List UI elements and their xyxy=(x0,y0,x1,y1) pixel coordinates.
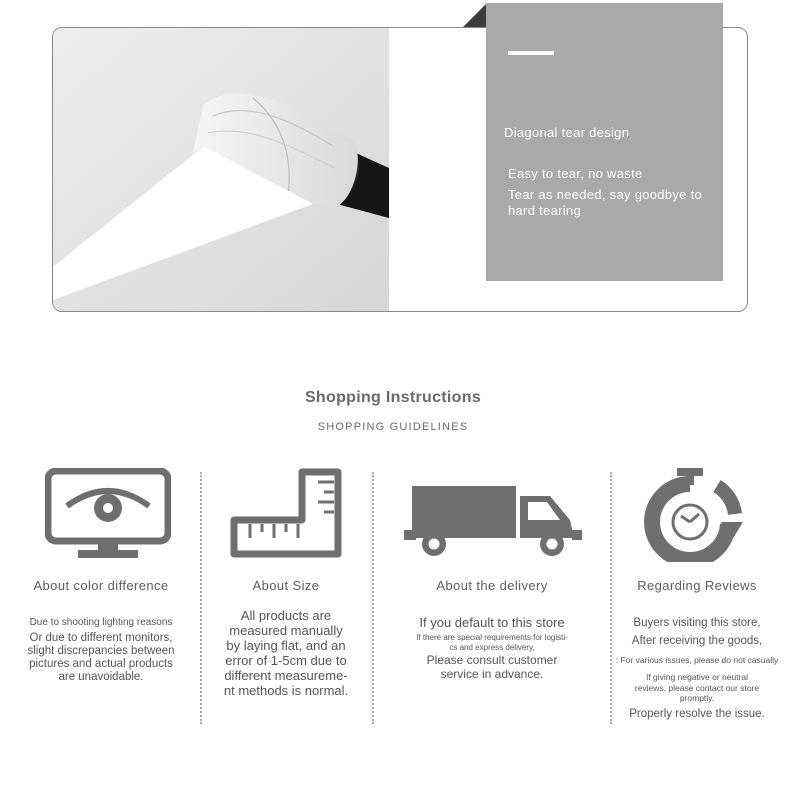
feature-line-1: Easy to tear, no waste xyxy=(508,166,643,181)
column-text: cs and express delivery, xyxy=(449,643,535,652)
column-text: are unavoidable. xyxy=(58,671,144,683)
feature-panel xyxy=(486,3,723,281)
column-text: by laying flat, and an xyxy=(226,638,346,653)
column-text: pictures and actual products xyxy=(29,658,173,670)
column-text: nt methods is normal. xyxy=(223,683,349,698)
column-text: If giving negative or neutral xyxy=(645,672,749,682)
section-subtitle: SHOPPING GUIDELINES xyxy=(317,421,469,433)
column-text: different measureme- xyxy=(224,668,348,683)
accent-dash xyxy=(508,51,554,55)
column-title: About Size xyxy=(252,578,320,593)
fold-corner-decoration xyxy=(461,3,487,29)
column-text: error of 1-5cm due to xyxy=(225,653,347,668)
ruler-icon xyxy=(230,468,344,560)
column-text: : For various issues, please do not casually xyxy=(615,655,779,665)
column-text: service in advance. xyxy=(440,667,544,681)
column-text: promptly. xyxy=(679,693,715,703)
monitor-eye-icon xyxy=(45,468,171,560)
guideline-size xyxy=(200,460,372,730)
truck-icon xyxy=(402,482,584,560)
guideline-delivery xyxy=(374,460,610,730)
column-text: Or due to different monitors, xyxy=(29,632,173,644)
column-text: If there are special requirements for logisti- xyxy=(416,633,568,642)
column-text: Buyers visiting this store, xyxy=(633,617,761,629)
column-title: Regarding Reviews xyxy=(637,578,757,593)
guideline-color-difference xyxy=(2,460,200,730)
column-text: reviews, please contact our store xyxy=(634,683,760,693)
column-text: All products are xyxy=(240,608,332,623)
lint-roller-photo xyxy=(53,28,389,312)
column-text: Please consult customer xyxy=(426,653,558,667)
feature-title: Diagonal tear design xyxy=(504,125,630,140)
section-title: Shopping Instructions xyxy=(304,389,482,406)
column-text: Due to shooting lighting reasons xyxy=(29,617,173,628)
column-title: About the delivery xyxy=(436,578,548,593)
column-text: slight discrepancies between xyxy=(27,645,175,657)
column-text: measured manually xyxy=(229,623,343,638)
column-text: Properly resolve the issue. xyxy=(629,708,765,720)
stopwatch-icon xyxy=(639,466,751,562)
column-text: After receiving the goods, xyxy=(631,635,763,647)
column-title: About color difference xyxy=(33,578,169,593)
feature-line-2: Tear as needed, say goodbye to hard tearing xyxy=(508,187,703,218)
column-text: If you default to this store xyxy=(419,615,565,630)
guideline-reviews xyxy=(594,460,800,730)
